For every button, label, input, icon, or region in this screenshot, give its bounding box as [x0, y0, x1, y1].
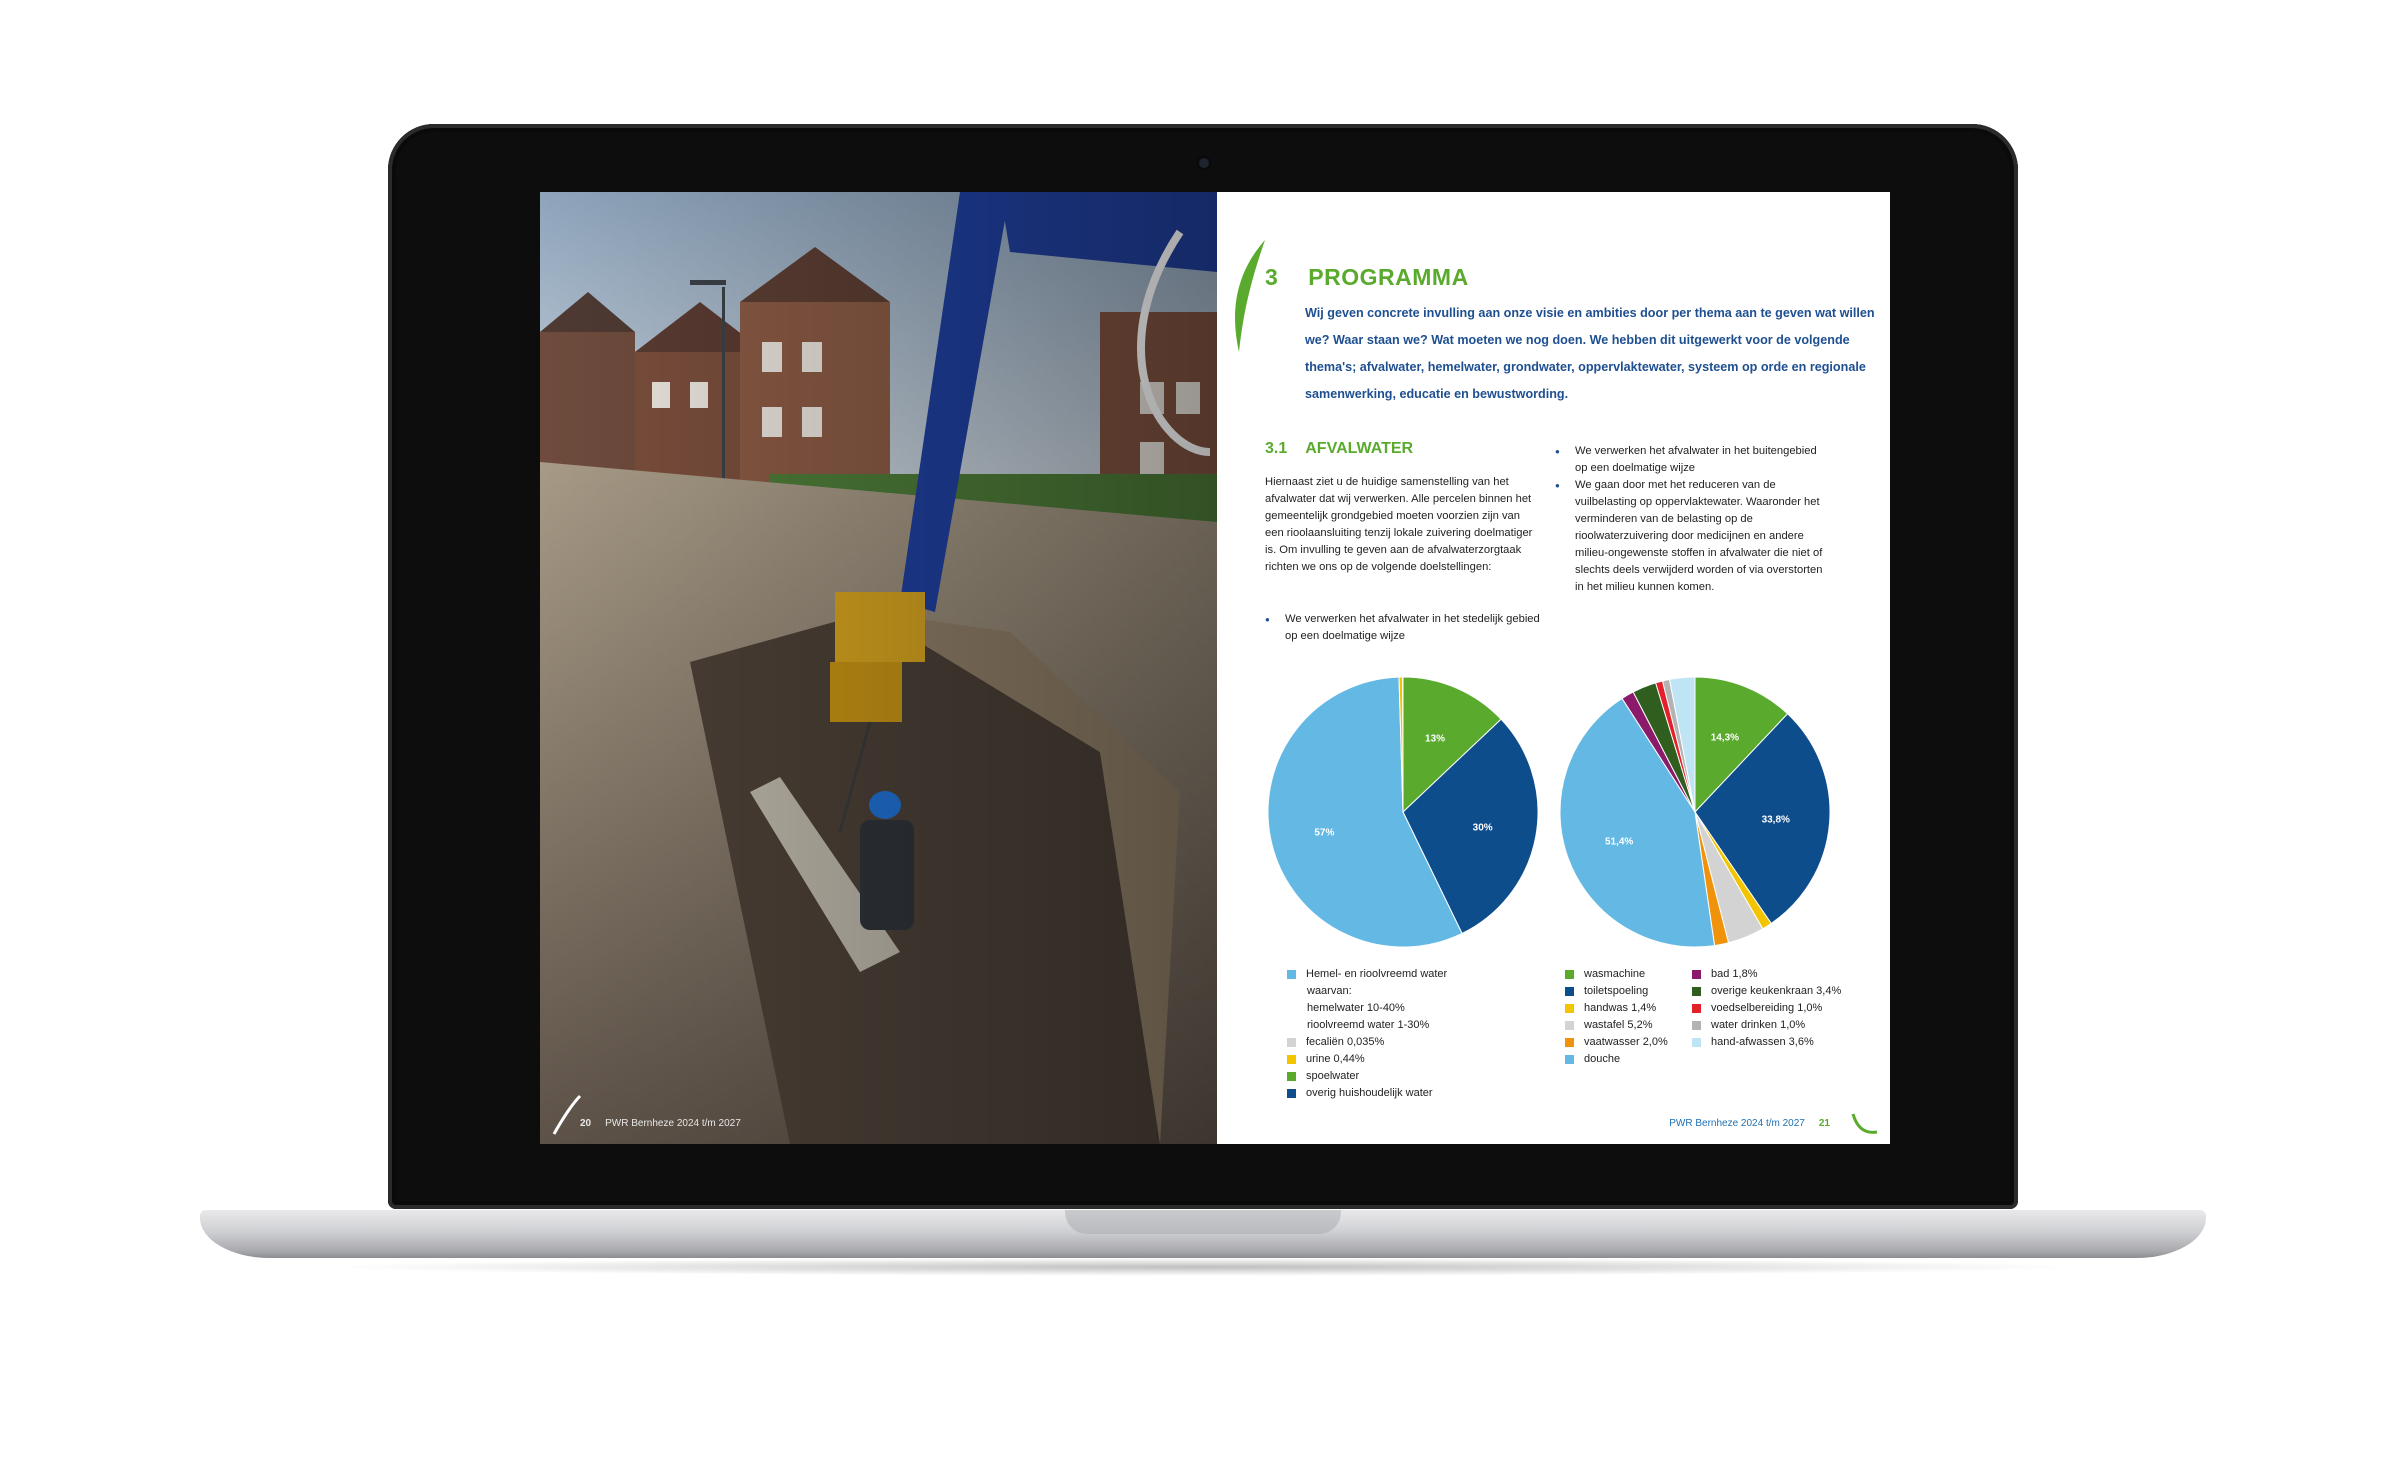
legend-label: water drinken 1,0% — [1711, 1019, 1806, 1031]
legend-swatch — [1565, 1004, 1574, 1013]
legend-item — [1287, 1034, 1537, 1051]
legend-label: hand-afwassen 3,6% — [1711, 1036, 1814, 1048]
pie-data-label: 33,8% — [1761, 814, 1790, 826]
chapter-title: PROGRAMMA — [1308, 264, 1469, 290]
legend-label: wasmachine — [1584, 968, 1646, 980]
legend-item — [1692, 1034, 1862, 1051]
legend-swatch — [1692, 970, 1701, 979]
list-item: ● We verwerken het afvalwater in het buitengebied op een doelmatige wijze — [1555, 443, 1830, 477]
legend-swatch — [1692, 1021, 1701, 1030]
list-item: ● We gaan door met het reduceren van de vuilbelasting op oppervlaktewater. Waaronder het verminderen van de belasting op de rioolwaterzuivering door medicijnen en andere milieu-ongewenste stoffen in afvalwater die niet of slechts deels verwijderd worden of via overstorten in het milieu kunnen komen. — [1555, 477, 1830, 596]
legend-label: urine 0,44% — [1306, 1053, 1365, 1065]
section-number: 3.1 — [1265, 440, 1288, 457]
right-page — [1217, 192, 1890, 1144]
left-page — [540, 192, 1217, 1144]
legend-item — [1287, 1000, 1537, 1017]
list-item: ● We verwerken het afvalwater in het stedelijk gebied op een doelmatige wijze — [1265, 611, 1540, 645]
legend-item — [1287, 966, 1537, 983]
legend-household-water-b — [1692, 966, 1862, 1051]
legend-household-water-a — [1565, 966, 1695, 1068]
legend-label: douche — [1584, 1053, 1621, 1065]
intro-paragraph: Wij geven concrete invulling aan onze visie en ambities door per thema aan te geven wat willen we? Waar staan we? Wat moeten we nog doen. We hebben dit uitgewerkt voor de volgende thema's; afvalwater, hemelwater, grondwater, oppervlaktewater, systeem op orde en regionale samenwerking, educatie en bewustwording. — [1305, 306, 1875, 401]
legend-label: overige keukenkraan 3,4% — [1711, 985, 1842, 997]
pie-chart-household-water — [1555, 672, 1835, 952]
legend-composition — [1287, 966, 1537, 1102]
laptop-shadow — [320, 1258, 2086, 1276]
green-swoosh-icon — [1225, 236, 1269, 356]
legend-item — [1287, 983, 1537, 1000]
pie-chart-composition — [1263, 672, 1543, 952]
right-footer — [1669, 1118, 1830, 1129]
legend-item — [1565, 966, 1695, 983]
legend-label: voedselbereiding 1,0% — [1711, 1002, 1823, 1014]
legend-label: fecaliën 0,035% — [1306, 1036, 1385, 1048]
legend-item — [1565, 983, 1695, 1000]
legend-item — [1565, 1017, 1695, 1034]
chapter-number: 3 — [1265, 264, 1279, 290]
legend-label: waarvan: — [1307, 985, 1352, 997]
photo-shade — [540, 192, 1217, 1144]
legend-swatch — [1287, 1038, 1296, 1047]
legend-swatch — [1287, 1072, 1296, 1081]
legend-label: wastafel 5,2% — [1584, 1019, 1653, 1031]
legend-label: vaatwasser 2,0% — [1584, 1036, 1668, 1048]
green-swoosh-small-icon — [1849, 1110, 1879, 1138]
legend-label: handwas 1,4% — [1584, 1002, 1657, 1014]
legend-swatch — [1287, 1089, 1296, 1098]
legend-item — [1287, 1017, 1537, 1034]
legend-label: spoelwater — [1306, 1070, 1360, 1082]
webcam — [1196, 155, 1212, 171]
legend-label: rioolvreemd water 1-30% — [1307, 1019, 1430, 1031]
legend-item — [1287, 1068, 1537, 1085]
legend-item — [1692, 983, 1862, 1000]
pie-data-label: 13% — [1425, 733, 1446, 745]
pie-data-label: 57% — [1314, 827, 1335, 839]
page-number: 20 — [580, 1118, 592, 1129]
legend-swatch — [1565, 987, 1574, 996]
legend-swatch — [1565, 970, 1574, 979]
legend-swatch — [1692, 987, 1701, 996]
legend-label: hemelwater 10-40% — [1307, 1002, 1405, 1014]
legend-label: toiletspoeling — [1584, 985, 1649, 997]
legend-swatch — [1565, 1055, 1574, 1064]
footer-text: PWR Bernheze 2024 t/m 2027 — [1669, 1118, 1805, 1129]
bullet-list-right — [1555, 443, 1830, 596]
legend-label: overig huishoudelijk water — [1306, 1087, 1433, 1099]
body-paragraph: Hiernaast ziet u de huidige samenstelling van het afvalwater dat wij verwerken. Alle percelen binnen het gemeentelijk grondgebied moeten voorzien zijn van een rioolaansluiting tenzij lokale zuivering doelmatiger is. Om invulling te geven aan de afvalwaterzorgtaak richten we ons op de volgende doelstellingen: — [1265, 476, 1533, 573]
bullet-list-left — [1265, 611, 1540, 645]
legend-item — [1692, 1017, 1862, 1034]
laptop-screen — [540, 192, 1890, 1144]
left-footer — [580, 1118, 741, 1129]
legend-swatch — [1287, 970, 1296, 979]
pie-data-label: 30% — [1472, 822, 1493, 834]
legend-item — [1565, 1034, 1695, 1051]
legend-item — [1565, 1051, 1695, 1068]
legend-item — [1287, 1051, 1537, 1068]
laptop-opening-notch — [1065, 1210, 1341, 1234]
legend-swatch — [1692, 1004, 1701, 1013]
legend-swatch — [1565, 1038, 1574, 1047]
legend-item — [1692, 966, 1862, 983]
legend-swatch — [1565, 1021, 1574, 1030]
pie-data-label: 51,4% — [1604, 836, 1634, 848]
legend-item — [1287, 1085, 1537, 1102]
legend-item — [1565, 1000, 1695, 1017]
footer-text: PWR Bernheze 2024 t/m 2027 — [605, 1118, 741, 1129]
section-heading — [1265, 440, 1413, 458]
excavation-photo — [540, 192, 1217, 1144]
legend-label: bad 1,8% — [1711, 968, 1758, 980]
legend-item — [1692, 1000, 1862, 1017]
chapter-heading — [1265, 264, 1469, 291]
section-title: AFVALWATER — [1305, 440, 1414, 457]
legend-swatch — [1287, 1055, 1296, 1064]
page-number: 21 — [1818, 1118, 1830, 1129]
legend-label: Hemel- en rioolvreemd water — [1306, 968, 1448, 980]
pie-data-label: 14,3% — [1710, 732, 1740, 744]
legend-swatch — [1692, 1038, 1701, 1047]
